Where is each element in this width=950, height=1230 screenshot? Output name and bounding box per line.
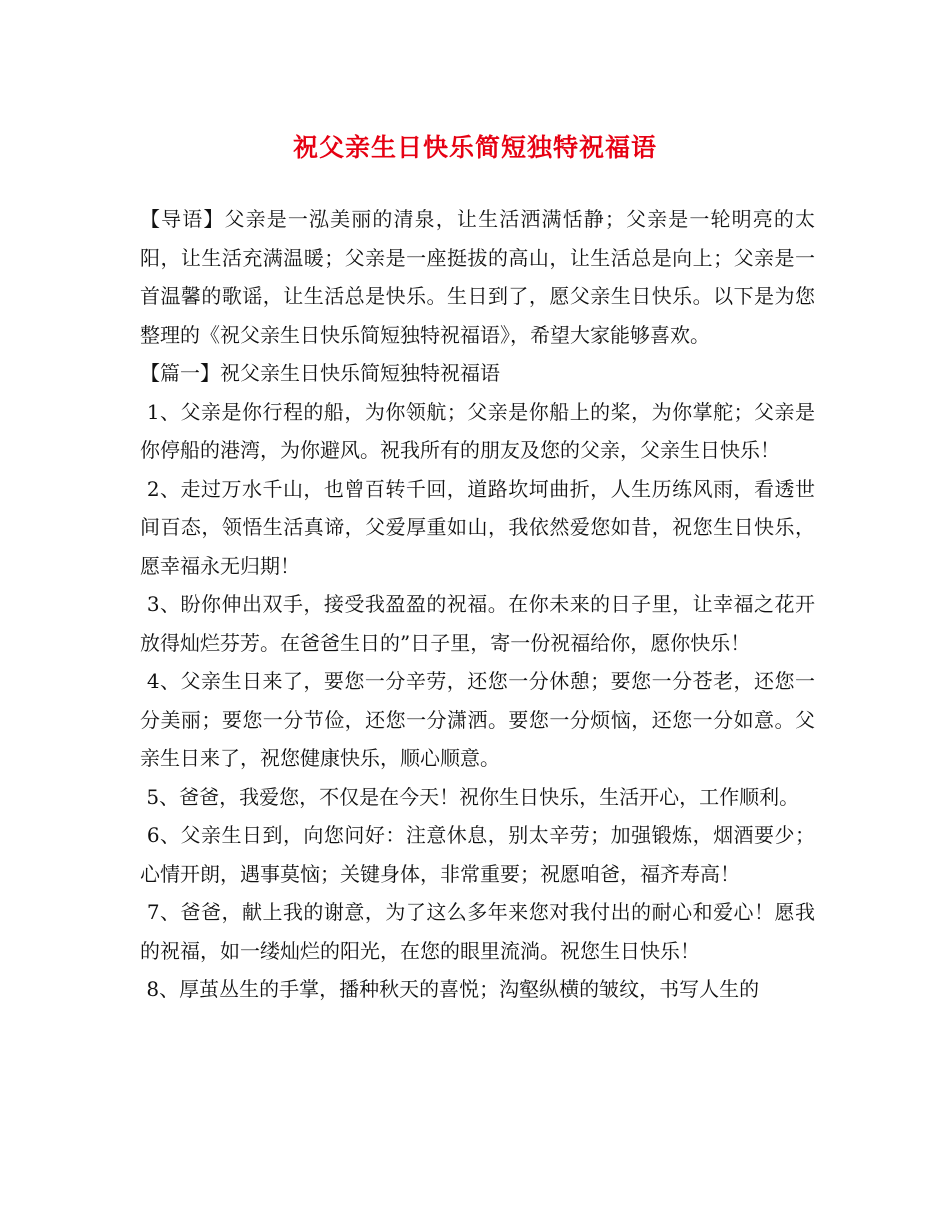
blessing-item: 5、爸爸，我爱您，不仅是在今天！祝你生日快乐，生活开心，工作顺利。 (140, 784, 800, 809)
document-body (140, 200, 815, 1009)
blessing-item: 8、厚茧丛生的手掌，播种秋天的喜悦；沟壑纵横的皱纹，书写人生的 (140, 977, 760, 1001)
blessing-item: 1、父亲是你行程的船，为你领航；父亲是你船上的桨，为你掌舵；父亲是你停船的港湾，为你避风。祝我所有的朋友及您的父亲，父亲生日快乐！ (140, 399, 815, 462)
intro-paragraph: 【导语】父亲是一泓美丽的清泉，让生活洒满恬静；父亲是一轮明亮的太阳，让生活充满温暖；父亲是一座挺拔的高山，让生活总是向上；父亲是一首温馨的歌谣，让生活总是快乐。生日到了，愿父亲生日快乐。以下是为您整理的《祝父亲生日快乐简短独特祝福语》，希望大家能够喜欢。 (140, 207, 815, 347)
blessing-item: 3、盼你伸出双手，接受我盈盈的祝福。在你未来的日子里，让幸福之花开放得灿烂芬芳。在爸爸生日的”日子里，寄一份祝福给你，愿你快乐！ (140, 592, 815, 655)
blessing-item: 2、走过万水千山，也曾百转千回，道路坎坷曲折，人生历练风雨，看透世间百态，领悟生活真谛，父爱厚重如山，我依然爱您如昔，祝您生日快乐，愿幸福永无归期！ (140, 476, 815, 578)
blessing-item: 6、父亲生日到，向您问好：注意休息，别太辛劳；加强锻炼，烟酒要少；心情开朗，遇事莫恼；关键身体，非常重要；祝愿咱爸，福齐寿高！ (140, 823, 815, 886)
document-title: 祝父亲生日快乐简短独特祝福语 (292, 133, 657, 162)
blessing-item: 7、爸爸，献上我的谢意，为了这么多年来您对我付出的耐心和爱心！愿我的祝福，如一缕灿烂的阳光，在您的眼里流淌。祝您生日快乐！ (140, 900, 815, 963)
section-heading: 【篇一】祝父亲生日快乐简短独特祝福语 (140, 361, 500, 385)
blessing-item: 4、父亲生日来了，要您一分辛劳，还您一分休憩；要您一分苍老，还您一分美丽；要您一分节俭，还您一分潇洒。要您一分烦恼，还您一分如意。父亲生日来了，祝您健康快乐，顺心顺意。 (140, 669, 815, 770)
